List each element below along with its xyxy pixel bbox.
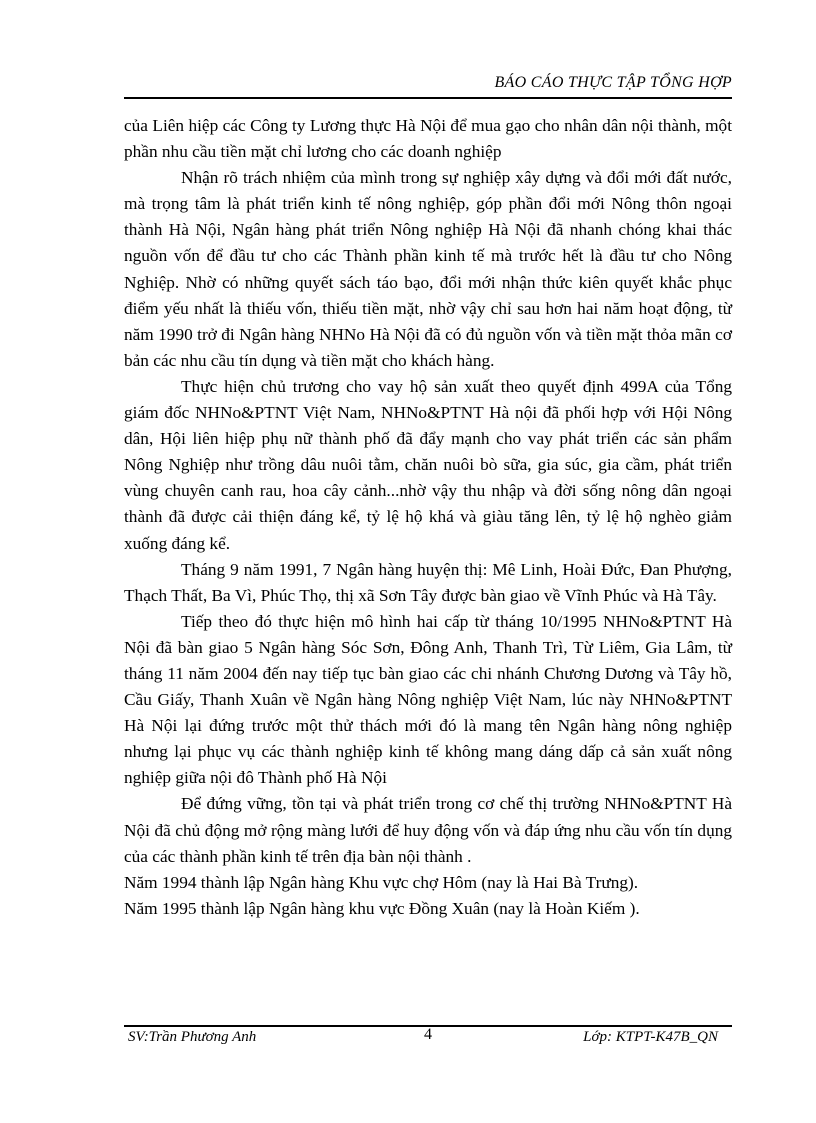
paragraph: Tháng 9 năm 1991, 7 Ngân hàng huyện thị: Mê Linh, Hoài Đức, Đan Phượng, Thạch Thất, Ba Vì, Phúc Thọ, thị xã Sơn Tây được bàn giao về Vĩnh Phúc và Hà Tây.: [124, 559, 732, 605]
paragraph: Nhận rõ trách nhiệm của mình trong sự nghiệp xây dựng và đổi mới đất nước, mà trọng tâm là phát triển kinh tế nông nghiệp, góp phần đổi mới Nông thôn ngoại thành Hà Nội, Ngân hàng phát triển Nông nghiệp Hà Nội đã nhanh chóng khai thác nguồn vốn để đầu tư cho các Thành phần kinh tế mà trước hết là đầu tư cho Nông Nghiệp. Nhờ có những quyết sách táo bạo, đổi mới nhận thức kiên quyết khắc phục điểm yếu nhất là thiếu vốn, thiếu tiền mặt, nhờ vậy chỉ sau hơn hai năm hoạt động, từ năm 1990 trở đi Ngân hàng NHNo Hà Nội đã có đủ nguồn vốn và tiền mặt thỏa mãn cơ bản các nhu cầu tín dụng và tiền mặt cho khách hàng.: [124, 168, 732, 370]
footer-student-name: SV:Trần Phương Anh: [128, 1029, 257, 1045]
page-footer: [124, 1026, 732, 1051]
page-header-title: BÁO CÁO THỰC TẬP TỔNG HỢP: [494, 74, 732, 91]
page-number: 4: [424, 1026, 432, 1043]
paragraph-continuation: của Liên hiệp các Công ty Lương thực Hà Nội để mua gạo cho nhân dân nội thành, một phần nhu cầu tiền mặt chỉ lương cho các doanh nghiệp: [124, 116, 732, 162]
paragraph: Thực hiện chủ trương cho vay hộ sản xuất theo quyết định 499A của Tổng giám đốc NHNo&PTNT Việt Nam, NHNo&PTNT Hà nội đã phối hợp với Hội Nông dân, Hội liên hiệp phụ nữ thành phố đã đẩy mạnh cho vay phát triển các sản phẩm Nông Nghiệp như trồng dâu nuôi tằm, chăn nuôi bò sữa, gia súc, gia cầm, phát triển vùng chuyên canh rau, hoa cây cảnh...nhờ vậy thu nhập và đời sống nông dân ngoại thành đã được cải thiện đáng kể, tỷ lệ hộ khá và giàu tăng lên, tỷ lệ hộ nghèo giảm xuống đáng kể.: [124, 376, 732, 553]
paragraph: Tiếp theo đó thực hiện mô hình hai cấp từ tháng 10/1995 NHNo&PTNT Hà Nội đã bàn giao 5 Ngân hàng Sóc Sơn, Đông Anh, Thanh Trì, Từ Liêm, Gia Lâm, từ tháng 11 năm 2004 đến nay tiếp tục bàn giao các chi nhánh Chương Dương và Tây hồ, Cầu Giấy, Thanh Xuân về Ngân hàng Nông nghiệp Việt Nam, lúc này NHNo&PTNT Hà Nội lại đứng trước một thử thách mới đó là mang tên Ngân hàng nông nghiệp nhưng lại phục vụ các thành nghiệp kinh tế không mang dáng dấp cả sản xuất nông nghiệp giữa nội đô Thành phố Hà Nội: [124, 611, 732, 788]
paragraph: Để đứng vững, tồn tại và phát triển trong cơ chế thị trường NHNo&PTNT Hà Nội đã chủ động mở rộng màng lưới để huy động vốn và đáp ứng nhu cầu vốn tín dụng của các thành phần kinh tế trên địa bàn nội thành .: [124, 794, 732, 866]
document-body: [124, 113, 732, 922]
list-line: Năm 1995 thành lập Ngân hàng khu vực Đồng Xuân (nay là Hoàn Kiếm ).: [124, 898, 640, 918]
header-divider: [124, 97, 732, 99]
list-line: Năm 1994 thành lập Ngân hàng Khu vực chợ Hôm (nay là Hai Bà Trưng).: [124, 872, 639, 892]
footer-class-label: Lớp: KTPT-K47B_QN: [583, 1029, 718, 1045]
